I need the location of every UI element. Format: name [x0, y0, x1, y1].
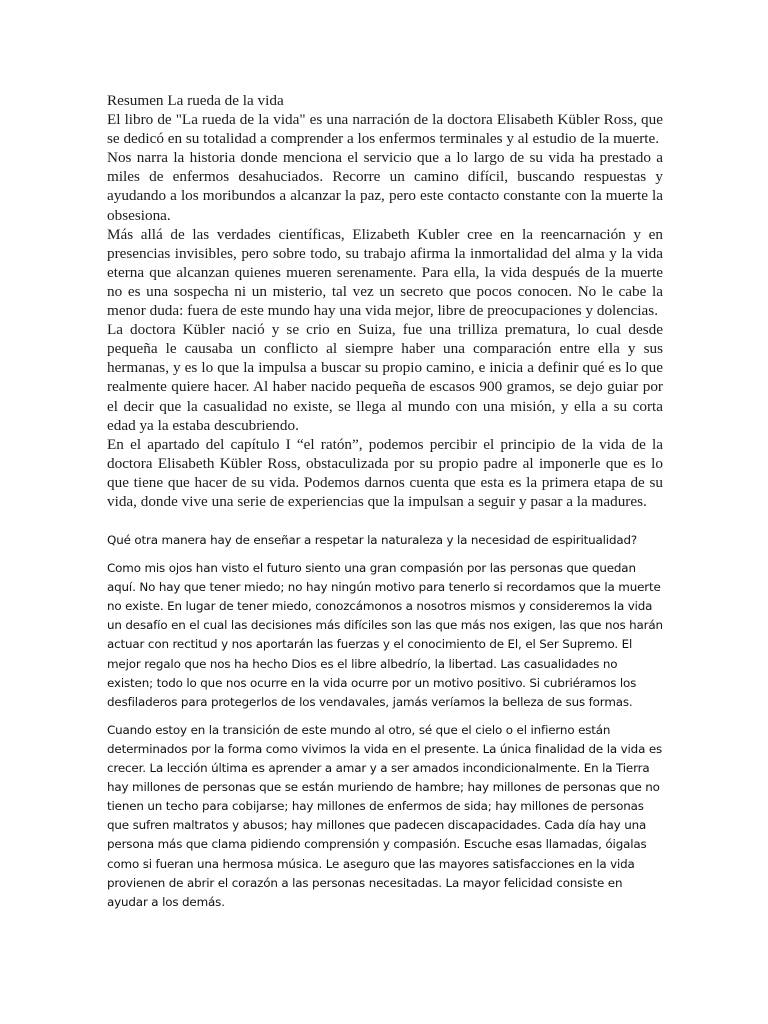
document-title: Resumen La rueda de la vida — [107, 92, 284, 109]
answer-paragraph: Como mis ojos han visto el futuro siento una gran compasión por las personas que quedan aquí. No hay que tener miedo; no hay ningún motivo para tenerlo si recordamos que la muerte no existe. En lugar de tener miedo, conozcámonos a nosotros mismos y consideremos la vida un desafío en el cual las decisiones más difíciles son las que más nos exigen, las que nos harán actuar con rectitud y nos aportarán las fuerzas y el conocimiento de El, el Ser Supremo. El mejor regalo que nos ha hecho Dios es el libre albedrío, la libertad. Las casualidades no existen; todo lo que nos ocurre en la vida ocurre por un motivo positivo. Si cubriéramos los desfiladeros para protegerlos de los vendavales, jamás veríamos la belleza de sus formas. — [107, 561, 663, 709]
question-heading: Qué otra manera hay de enseñar a respetar la naturaleza y la necesidad de espiritualidad? — [107, 533, 638, 547]
answer-paragraph: Cuando estoy en la transición de este mundo al otro, sé que el cielo o el infierno están determinados por la forma como vivimos la vida en el presente. La única finalidad de la vida es crecer. La lección última es aprender a amar y a ser amados incondicionalmente. En la Tierra hay millones de personas que se están muriendo de hambre; hay millones de personas que no tienen un techo para cobijarse; hay millones de enfermos de sida; hay millones de personas que sufren maltratos y abusos; hay millones que padecen discapacidades. Cada día hay una persona más que clama pidiendo comprensión y compasión. Escuche esas llamadas, óigalas como si fueran una hermosa música. Le aseguro que las mayores satisfacciones en la vida provienen de abrir el corazón a las personas necesitadas. La mayor felicidad consiste en ayudar a los demás. — [107, 722, 663, 909]
summary-paragraph: Nos narra la historia donde menciona el servicio que a lo largo de su vida ha prestado a miles de enfermos desahuciados. Recorre un camino difícil, buscando respuestas y ayudando a los moribundos a alcanzar la paz, pero este contacto constante con la muerte la obsesiona. — [107, 149, 663, 224]
summary-section — [107, 91, 663, 511]
summary-paragraph: El libro de "La rueda de la vida" es una narración de la doctora Elisabeth Kübler Ross, que se dedicó en su totalidad a comprender a los enfermos terminales y al estudio de la muerte. — [107, 111, 663, 148]
summary-paragraph: La doctora Kübler nació y se crio en Suiza, fue una trilliza prematura, lo cual desde pequeña le causaba un conflicto al siempre haber una comparación entre ella y sus hermanas, y es lo que la impulsa a buscar su propio camino, e inicia a definir qué es lo que realmente quiere hacer. Al haber nacido pequeña de escasos 900 gramos, se dejo guiar por el decir que la casualidad no existe, se llega al mundo con una misión, y ella a su corta edad ya la estaba descubriendo. — [107, 321, 663, 434]
summary-paragraph: Más allá de las verdades científicas, Elizabeth Kubler cree en la reencarnación y en presencias invisibles, pero sobre todo, su trabajo afirma la inmortalidad del alma y la vida eterna que alcanzan quienes mueren serenamente. Para ella, la vida después de la muerte no es una sospecha ni un misterio, tal vez un secreto que pocos conocen. No le cabe la menor duda: fuera de este mundo hay una vida mejor, libre de preocupaciones y dolencias. — [107, 225, 663, 320]
question-section — [107, 531, 663, 912]
summary-paragraph: En el apartado del capítulo I “el ratón”, podemos percibir el principio de la vida de la doctora Elisabeth Kübler Ross, obstaculizada por su propio padre al imponerle que es lo que tiene que hacer de su vida. Podemos darnos cuenta que esta es la primera etapa de su vida, donde vive una serie de experiencias que la impulsan a seguir y pasar a la madures. — [107, 435, 663, 510]
